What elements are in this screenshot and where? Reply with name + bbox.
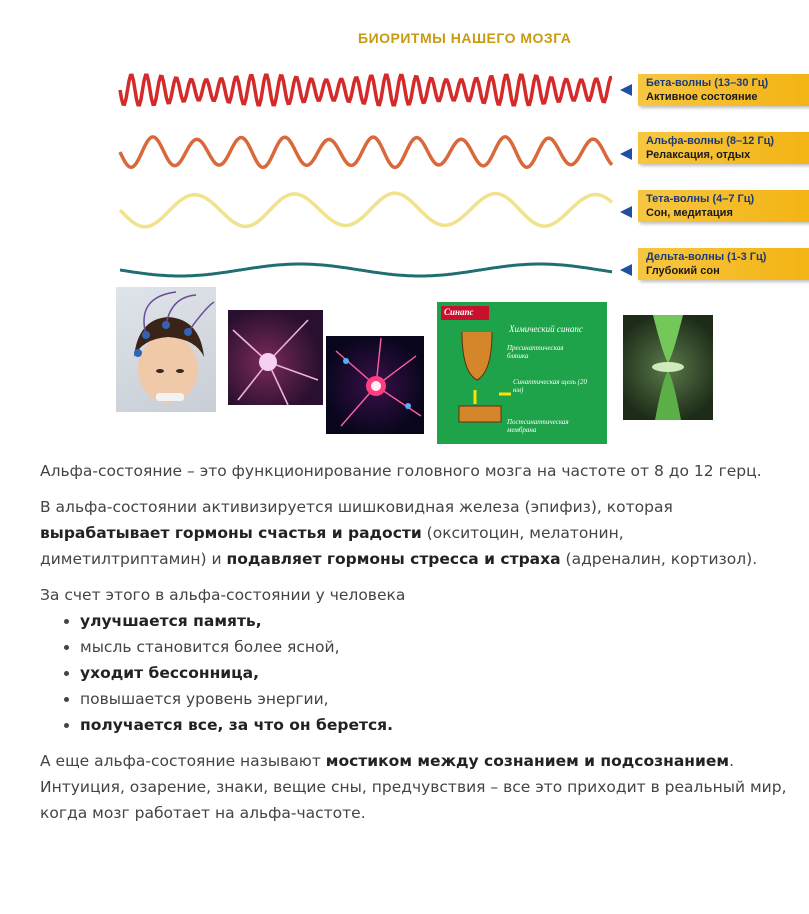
list-item <box>80 634 790 660</box>
brain-rhythms-infographic <box>108 10 775 440</box>
alpha-label-box <box>638 132 809 164</box>
synapse-label-cleft: Синаптическая щель (20 нм) <box>513 378 587 394</box>
neurons-purple-photo <box>228 310 323 405</box>
p4-bold-bridge: мостиком между сознанием и подсознанием <box>325 752 730 770</box>
list-item <box>80 660 790 686</box>
p2-bold-stress: подавляет гормоны стресса и страха <box>226 550 561 568</box>
delta-wave <box>120 264 612 276</box>
brain-waves-graphic <box>108 10 728 300</box>
alpha-state: Релаксация, отдых <box>646 149 751 161</box>
alpha-arrow-icon <box>620 148 632 160</box>
neurons-glow-image <box>326 336 424 434</box>
article-body <box>40 458 790 836</box>
list-item-text: улучшается память, <box>80 612 262 630</box>
list-item <box>80 686 790 712</box>
p4-text-a: А еще альфа-состояние называют <box>40 752 326 770</box>
synapse-drawing <box>437 302 607 444</box>
theta-label-box <box>638 190 809 222</box>
synapse-label-presynaptic: Пресинаптическая бляшка <box>507 344 564 360</box>
paragraph-alpha-definition: Альфа-состояние – это функционирование головного мозга на частоте от 8 до 12 герц. <box>40 462 762 480</box>
synapse-label-postsynaptic: Постсинаптическая мембрана <box>507 418 569 434</box>
child-eeg-photo <box>116 287 216 412</box>
list-item <box>80 608 790 634</box>
p2-text-c: (окситоцин, мелатонин, диметилтриптамин) и <box>40 524 624 568</box>
delta-label-box <box>638 248 809 280</box>
list-item-text: уходит бессонница, <box>80 664 259 682</box>
delta-state: Глубокий сон <box>646 265 720 277</box>
theta-name: Тета-волны (4–7 Гц) <box>646 193 755 205</box>
p2-text-d: (адреналин, кортизол). <box>560 550 758 568</box>
theta-wave <box>120 193 612 227</box>
beta-wave <box>120 75 612 105</box>
p2-text-a: В альфа-состоянии активизируется шишковидная железа (эпифиз), которая <box>40 498 673 516</box>
list-item-text: повышается уровень энергии, <box>80 690 329 708</box>
synapse-badge-label: Синапс <box>444 307 474 317</box>
alpha-name: Альфа-волны (8–12 Гц) <box>646 135 775 147</box>
child-eeg-image <box>116 287 216 412</box>
list-item-text: мысль становится более ясной, <box>80 638 340 656</box>
beta-state: Активное состояние <box>646 91 758 103</box>
neurons-purple-image <box>228 310 323 405</box>
green-synapse-photo <box>623 315 713 420</box>
beta-arrow-icon <box>620 84 632 96</box>
synapse-title: Химический синапс <box>509 324 583 334</box>
infographic-title: БИОРИТМЫ НАШЕГО МОЗГА <box>358 30 572 46</box>
delta-arrow-icon <box>620 264 632 276</box>
paragraph-epiphysis <box>40 494 790 572</box>
benefits-list <box>40 608 790 738</box>
list-item-text: получается все, за что он берется. <box>80 716 393 734</box>
neurons-glow-photo <box>326 336 424 434</box>
paragraph-list-intro: За счет этого в альфа-состоянии у человека <box>40 586 406 604</box>
theta-arrow-icon <box>620 206 632 218</box>
beta-label-box <box>638 74 809 106</box>
theta-state: Сон, медитация <box>646 207 733 219</box>
alpha-wave <box>120 137 612 168</box>
p2-bold-happiness: вырабатывает гормоны счастья и радости <box>40 524 422 542</box>
p4-text-c: . Интуиция, озарение, знаки, вещие сны, предчувствия – все это приходит в реальный мир, когда мозг работает на альфа-частоте. <box>40 752 787 822</box>
paragraph-bridge <box>40 748 790 826</box>
beta-name: Бета-волны (13–30 Гц) <box>646 77 769 89</box>
delta-name: Дельта-волны (1-3 Гц) <box>646 251 767 263</box>
list-item <box>80 712 790 738</box>
green-synapse-image <box>623 315 713 420</box>
chemical-synapse-diagram <box>437 302 607 444</box>
